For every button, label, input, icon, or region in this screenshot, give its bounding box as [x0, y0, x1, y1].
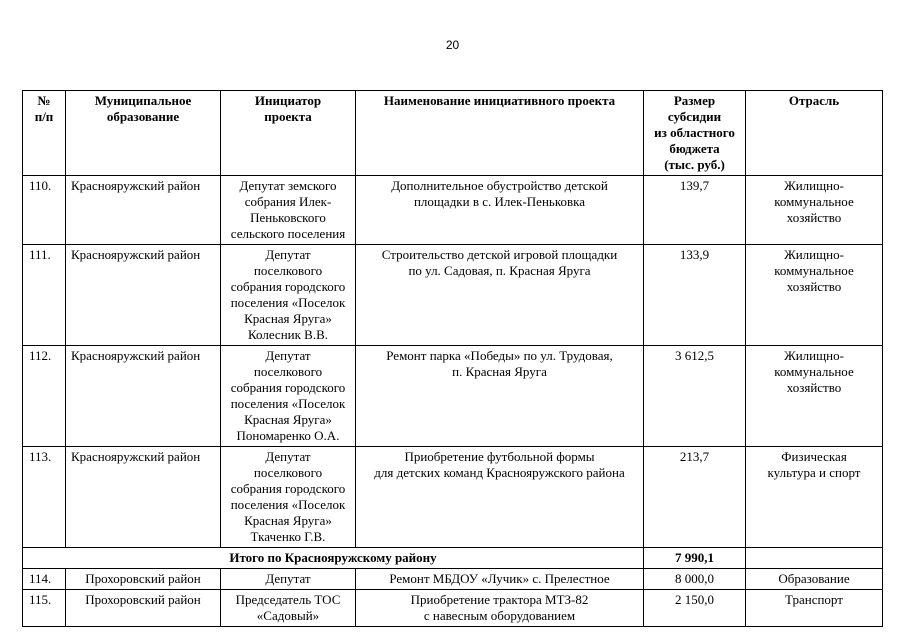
row-municipality: Краснояружский район	[66, 245, 221, 346]
table-row	[23, 176, 883, 245]
header-subsidy: Размер субсидии из областного бюджета (тыс. руб.)	[644, 91, 746, 176]
total-sector-empty	[746, 548, 883, 569]
row-municipality: Краснояружский район	[66, 346, 221, 447]
subsidy-table	[22, 90, 883, 627]
row-subsidy: 8 000,0	[644, 569, 746, 590]
row-initiator: Депутат земского собрания Илек- Пеньковского сельского поселения	[221, 176, 356, 245]
row-municipality: Прохоровский район	[66, 569, 221, 590]
row-project: Дополнительное обустройство детской площадки в с. Илек-Пеньковка	[356, 176, 644, 245]
row-subsidy: 2 150,0	[644, 590, 746, 627]
row-municipality: Краснояружский район	[66, 176, 221, 245]
row-sector: Образование	[746, 569, 883, 590]
row-num: 112.	[23, 346, 66, 447]
row-municipality: Прохоровский район	[66, 590, 221, 627]
row-initiator: Депутат поселкового собрания городского поселения «Поселок Красная Яруга» Колесник В.В.	[221, 245, 356, 346]
total-label: Итого по Краснояружскому району	[23, 548, 644, 569]
row-project: Ремонт парка «Победы» по ул. Трудовая, п. Красная Яруга	[356, 346, 644, 447]
table-header-row	[23, 91, 883, 176]
row-sector: Жилищно- коммунальное хозяйство	[746, 176, 883, 245]
row-sector: Жилищно- коммунальное хозяйство	[746, 346, 883, 447]
row-sector: Жилищно- коммунальное хозяйство	[746, 245, 883, 346]
row-sector: Физическая культура и спорт	[746, 447, 883, 548]
row-subsidy: 133,9	[644, 245, 746, 346]
header-sector: Отрасль	[746, 91, 883, 176]
row-initiator: Депутат поселкового собрания городского поселения «Поселок Красная Яруга» Ткаченко Г.В.	[221, 447, 356, 548]
row-municipality: Краснояружский район	[66, 447, 221, 548]
row-initiator: Депутат поселкового собрания городского поселения «Поселок Красная Яруга» Пономаренко О.А.	[221, 346, 356, 447]
row-initiator: Председатель ТОС «Садовый»	[221, 590, 356, 627]
page-number: 20	[445, 38, 460, 52]
table-row	[23, 447, 883, 548]
total-value: 7 990,1	[644, 548, 746, 569]
row-subsidy: 3 612,5	[644, 346, 746, 447]
total-row	[23, 548, 883, 569]
header-municipality: Муниципальное образование	[66, 91, 221, 176]
row-num: 115.	[23, 590, 66, 627]
table-row	[23, 346, 883, 447]
row-num: 110.	[23, 176, 66, 245]
table-row	[23, 590, 883, 627]
row-num: 113.	[23, 447, 66, 548]
row-subsidy: 213,7	[644, 447, 746, 548]
row-project: Строительство детской игровой площадки по ул. Садовая, п. Красная Яруга	[356, 245, 644, 346]
table-row	[23, 569, 883, 590]
header-project: Наименование инициативного проекта	[356, 91, 644, 176]
row-num: 111.	[23, 245, 66, 346]
row-project: Ремонт МБДОУ «Лучик» с. Прелестное	[356, 569, 644, 590]
row-num: 114.	[23, 569, 66, 590]
row-project: Приобретение трактора МТЗ-82 с навесным оборудованием	[356, 590, 644, 627]
row-sector: Транспорт	[746, 590, 883, 627]
row-project: Приобретение футбольной формы для детских команд Краснояружского района	[356, 447, 644, 548]
row-subsidy: 139,7	[644, 176, 746, 245]
row-initiator: Депутат	[221, 569, 356, 590]
header-num: № п/п	[23, 91, 66, 176]
header-initiator: Инициатор проекта	[221, 91, 356, 176]
table-row	[23, 245, 883, 346]
